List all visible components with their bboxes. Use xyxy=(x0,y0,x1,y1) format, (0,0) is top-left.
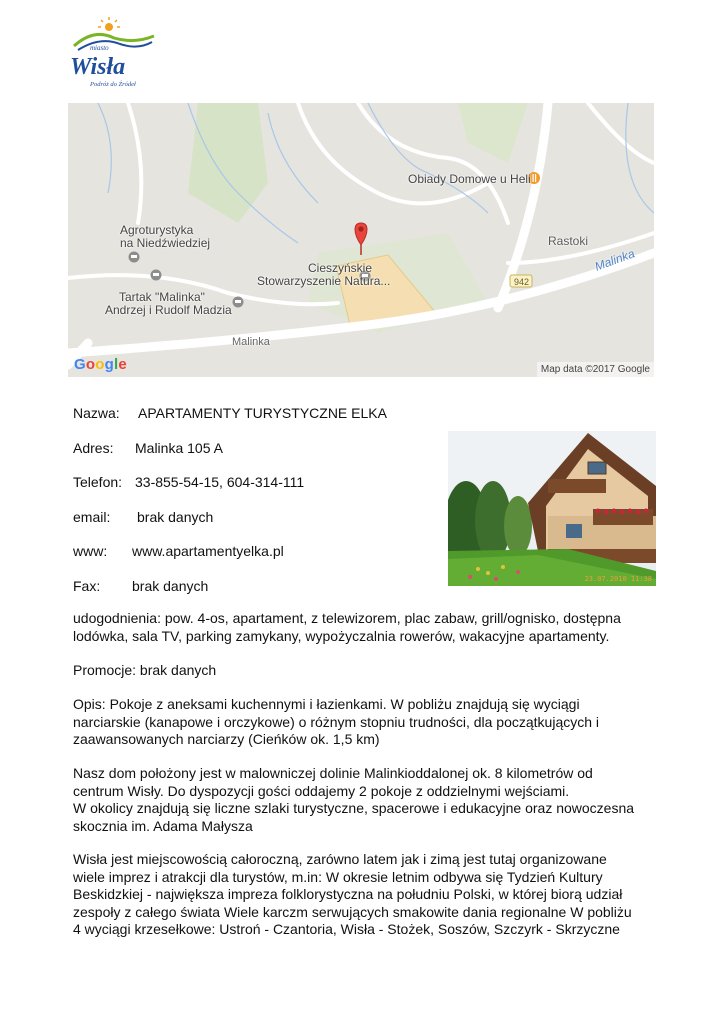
field-value-www[interactable]: www.apartamentyelka.pl xyxy=(132,543,284,559)
field-label: Adres: xyxy=(73,440,114,456)
svg-text:Wisła: Wisła xyxy=(70,54,126,80)
google-logo[interactable] xyxy=(74,356,127,373)
text-line: Wisła jest miejscowością całoroczną, zarówno latem jak i zimą jest tutaj organizowane xyxy=(73,851,607,867)
text-line: W okolicy znajdują się liczne szlaki turystyczne, spacerowe i edukacyjne oraz nowoczesna xyxy=(73,800,635,816)
google-letter: G xyxy=(74,356,86,373)
opis-paragraph xyxy=(73,696,663,749)
field-value-phone: 33-855-54-15, 604-314-111 xyxy=(135,474,305,490)
field-adres xyxy=(73,439,223,457)
text-line: zespoły z całego świata Wiele karczm serwujących smakowite dania regionalne W pobliżu xyxy=(73,903,632,920)
text-line: skocznia im. Adama Małysza xyxy=(73,817,253,834)
field-www xyxy=(73,542,284,560)
text-line: Opis: Pokoje z aneksami kuchennymi i łazienkami. W pobliżu znajdują się wyciągi xyxy=(73,696,580,712)
text-line: wiele imprez i atrakcji dla turystów, m.in: W okresie letnim odbywa się Tydzień Kultury xyxy=(73,868,603,885)
map-attribution[interactable]: Map data ©2017 Google xyxy=(537,362,654,377)
field-email xyxy=(73,508,214,526)
promocje-paragraph xyxy=(73,662,663,680)
text-line: 4 wyciągi krzesełkowe: Ustroń - Czantoria, Wisła - Stożek, Soszów, Szczyrk - Skrzyczne xyxy=(73,921,620,937)
text-line: centrum Wisły. Do dyspozycji gości oddajemy 2 pokoje z oddzielnymi wejściami. xyxy=(73,782,570,799)
house-photo-graphic xyxy=(448,431,656,586)
field-nazwa xyxy=(73,404,387,422)
google-letter: o xyxy=(85,356,96,373)
field-label: email: xyxy=(73,509,111,525)
text-line: lodówka, sala TV, parking zamykany, wypożyczalnia rowerów, wakacyjne apartamenty. xyxy=(73,627,610,644)
map-label-agroturystyka[interactable]: Agroturystyka xyxy=(120,223,194,237)
location-map[interactable] xyxy=(68,103,654,377)
text-line: narciarskie (kanapowe i orczykowe) o różnym stopniu trudności, dla początkujących i xyxy=(73,713,600,730)
map-label-tartak[interactable]: Tartak "Malinka" xyxy=(119,290,205,304)
udogodnienia-paragraph xyxy=(73,610,663,645)
wisla-logo-graphic xyxy=(64,14,164,94)
field-telefon xyxy=(73,473,305,491)
google-letter: o xyxy=(95,356,105,373)
house-photo xyxy=(448,431,656,586)
field-value-fax: brak danych xyxy=(132,578,209,594)
field-label: www: xyxy=(73,543,108,559)
photo-timestamp: 23.07.2010 11:38 xyxy=(584,575,652,583)
google-letter: g xyxy=(104,356,114,373)
text-line: Promocje: brak danych xyxy=(73,662,217,678)
text-line: Nasz dom położony jest w malowniczej dolinie Malinkioddalonej ok. 8 kilometrów od xyxy=(73,765,593,781)
field-label: Telefon: xyxy=(73,474,123,490)
map-label-tartak-2[interactable]: Andrzej i Rudolf Madzia xyxy=(105,303,232,317)
wisla-logo xyxy=(64,14,164,94)
field-value-address: Malinka 105 A xyxy=(135,440,223,456)
text-line: udogodnienia: pow. 4-os, apartament, z telewizorem, plac zabaw, grill/ognisko, dostępna xyxy=(73,610,621,626)
map-label-cieszynskie[interactable]: Cieszyńskie xyxy=(308,261,373,275)
map-label-rastoki: Rastoki xyxy=(548,234,589,248)
google-letter: l xyxy=(114,356,119,373)
field-value-name: APARTAMENTY TURYSTYCZNE ELKA xyxy=(138,405,387,421)
field-label: Fax: xyxy=(73,578,101,594)
text-line: Beskidzkiej - największa impreza folklorystyczna na południu Polski, w której biorą udział xyxy=(73,886,623,902)
road-number-badge: 942 xyxy=(514,277,530,287)
svg-text:miasto: miasto xyxy=(90,44,109,52)
map-label-cieszynskie-2[interactable]: Stowarzyszenie Natura... xyxy=(257,274,391,288)
map-label-malinka-road: Malinka xyxy=(592,246,637,274)
dom-paragraph xyxy=(73,765,663,835)
map-label-malinka: Malinka xyxy=(232,336,270,348)
sun-icon xyxy=(98,17,120,31)
text-line: zaawansowanych narciarzy (Cieńków ok. 1,5 km) xyxy=(73,731,380,747)
field-value-email: brak danych xyxy=(137,509,214,525)
map-label-restaurant[interactable]: Obiady Domowe u Heli xyxy=(408,172,531,186)
wisla-paragraph xyxy=(73,851,663,939)
field-label: Nazwa: xyxy=(73,405,120,421)
field-fax xyxy=(73,577,209,595)
google-letter: e xyxy=(118,356,127,373)
svg-text:Podróż do Źródeł: Podróż do Źródeł xyxy=(90,81,136,88)
map-label-agroturystyka-2[interactable]: na Niedźwiedziej xyxy=(120,236,211,250)
